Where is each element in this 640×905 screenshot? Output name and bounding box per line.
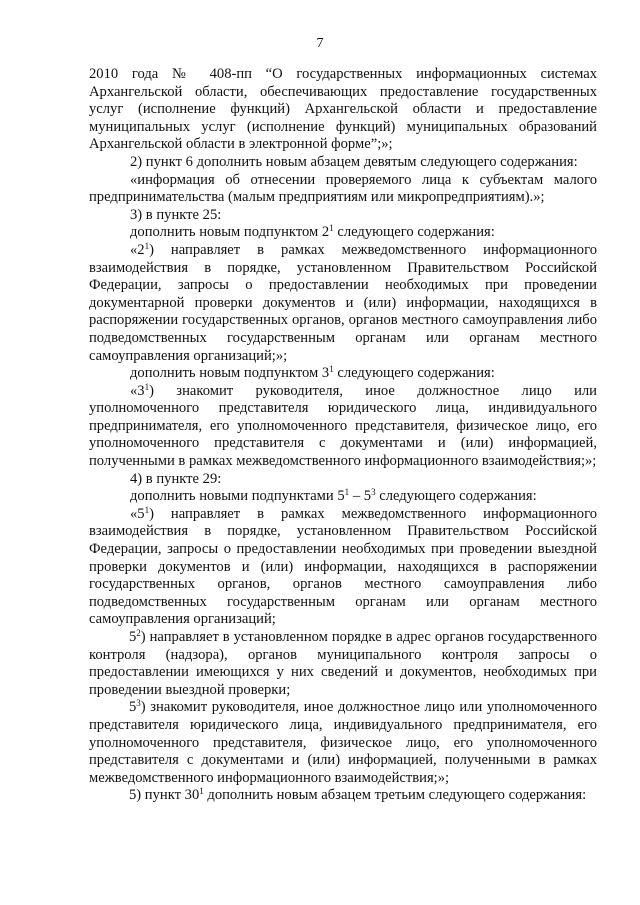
superscript: 1 — [144, 381, 150, 392]
text-fragment: 5 — [129, 699, 137, 716]
superscript: 1 — [329, 223, 334, 234]
text-fragment: 5 — [129, 629, 137, 645]
text-fragment: ) направляет в рамках межведомственного информационного взаимодействия в порядке, установленном Правительством Российской Федерации, запросы о предоставлении необходимых при проведении документарной проверки документов и (или) информации, находящихся в распоряжении государственных органов, органов местного самоуправления либо подведомственных государственным органам или органам местного самоуправления организаций;»; — [89, 241, 597, 364]
paragraph-subitem-5-3 — [89, 699, 597, 787]
text-fragment: следующего содержания: — [375, 488, 537, 505]
paragraph-item-2: 2) пункт 6 дополнить новым абзацем девятым следующего содержания: — [130, 153, 578, 170]
paragraph-item-3: 3) в пункте 25: — [130, 206, 222, 223]
text-fragment: дополнить новым подпунктом 3 — [130, 365, 330, 382]
text-fragment: «5 — [130, 505, 145, 522]
paragraph-subitem-2-1 — [89, 242, 597, 365]
text-fragment: 5) пункт 30 — [129, 787, 200, 804]
paragraph-subitem-5-2 — [89, 629, 597, 699]
text-fragment: дополнить новым абзацем третьим следующего содержания: — [203, 787, 587, 804]
superscript: 1 — [144, 504, 150, 515]
text-fragment: ) знакомит руководителя, иное должностное лицо или уполномоченного представителя юридического лица, индивидуального предпринимателя, его уполномоченного представителя, физическое лицо, его уполномоченного представителя с документами и (или) информацией, полученными в рамках межведомственного информационного взаимодействия;»; — [89, 382, 597, 470]
paragraph-subitem-5-1 — [89, 506, 597, 629]
text-fragment: следующего содержания: — [333, 224, 495, 241]
superscript: 2 — [136, 628, 141, 638]
text-fragment: ) знакомит руководителя, иное должностное лицо или уполномоченного представителя юридического лица, индивидуального предпринимателя, его уполномоченного представителя, физическое лицо, его уполномоченного представителя с документами и (или) информацией, полученными в рамках межведомственного информационного взаимодействия;»; — [89, 699, 597, 786]
text-fragment: ) направляет в установленном порядке в адрес органов государственного контроля (надзора), органов муниципального контроля запросы о предоставлении имеющихся у них сведений и документов, необходимых при проведении выездной проверки; — [89, 629, 597, 698]
text-fragment: дополнить новыми подпунктами 5 — [130, 488, 345, 505]
page-number: 7 — [316, 36, 324, 51]
text-fragment: ) направляет в рамках межведомственного информационного взаимодействия в порядке, установленном Правительством Российской Федерации, запросы о предоставлении необходимых при проведении выездной проверки документов и (или) информации, находящихся в распоряжении государственных органов, органов местного самоуправления либо подведомственных государственным органам или органам местного самоуправления организаций; — [89, 505, 597, 628]
superscript: 1 — [329, 364, 334, 375]
superscript: 1 — [199, 786, 204, 797]
superscript: 3 — [136, 698, 141, 709]
paragraph-item-5 — [89, 787, 597, 805]
text-fragment: – 5 — [349, 488, 372, 505]
paragraph-add-subitems-5 — [89, 488, 597, 506]
text-fragment: следующего содержания: — [333, 365, 495, 382]
document-body — [89, 66, 597, 805]
superscript: 3 — [371, 487, 376, 498]
paragraph-add-subitem-2-1 — [89, 224, 597, 242]
text-fragment: «2 — [130, 241, 145, 258]
paragraph-quote-info: «информация об отнесении проверяемого лица к субъектам малого предпринимательства (малым предприятиям или микропредприятиям).»; — [89, 171, 597, 206]
superscript: 1 — [144, 240, 150, 251]
superscript: 1 — [344, 487, 350, 498]
text-fragment: дополнить новым подпунктом 2 — [130, 224, 330, 241]
paragraph-add-subitem-3-1 — [89, 365, 597, 383]
paragraph-continuation: 2010 года № 408-пп “О государственных информационных системах Архангельской области, обеспечивающих предоставление государственных услуг (исполнение функций) Архангельской области и предоставление муниципальных услуг (исполнение функций) муниципальных образований Архангельской области в электронной форме”;»; — [89, 66, 597, 153]
paragraph-item-4: 4) в пункте 29: — [130, 470, 222, 487]
paragraph-subitem-3-1 — [89, 383, 597, 471]
text-fragment: «3 — [130, 382, 145, 399]
